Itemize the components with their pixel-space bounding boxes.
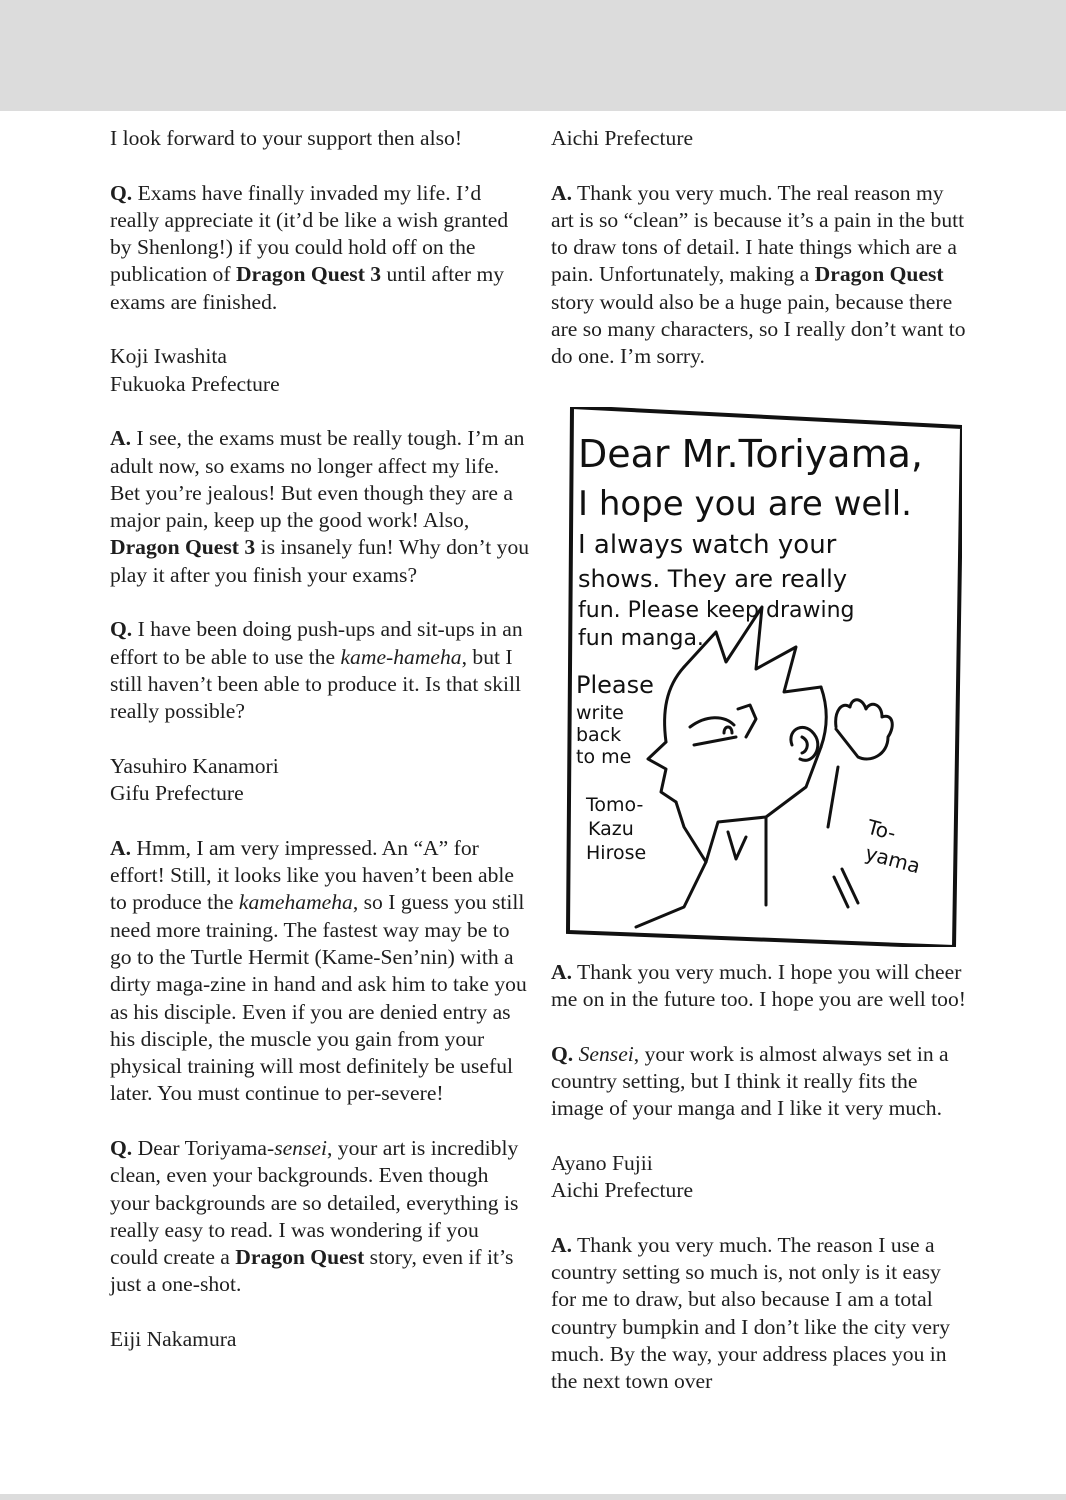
a-label: A. xyxy=(110,835,131,860)
bottom-gray-band xyxy=(0,1494,1066,1500)
letter-line: I always watch your xyxy=(578,529,837,560)
a-label: A. xyxy=(551,959,572,984)
reader-name: Eiji Nakamura xyxy=(110,1327,237,1352)
answer-exams: A. I see, the exams must be really tough. I’m an adult now, so exams no longer affect my life. Bet you’re jealous! But even though they are a major pain, keep up the good work! Also, Dragon Quest 3 is insanely fun! Why don’t you play it after you finish your exams? xyxy=(110,426,530,587)
question-country-setting: Q. Sensei, your work is almost always set in a country setting, but I think it really fits the image of your manga and I like it very much. xyxy=(551,1041,949,1121)
a-label: A. xyxy=(551,1232,572,1257)
a-label: A. xyxy=(551,180,572,205)
question-clean-art: Q. Dear Toriyama-sensei, your art is incredibly clean, even your backgrounds. Even though your backgrounds are so detailed, everything is really easy to read. I was wondering if you could create a Dragon Quest story, even if it’s just a one-shot. xyxy=(110,1135,519,1297)
top-gray-band xyxy=(0,0,1066,111)
signature-line: Kazu xyxy=(588,817,634,840)
right-column xyxy=(551,125,971,1395)
character-label-line: To- xyxy=(864,814,899,845)
reader-prefecture: Aichi Prefecture xyxy=(551,1178,694,1203)
left-column xyxy=(110,125,530,1353)
reader-name: Yasuhiro Kanamori xyxy=(110,753,279,778)
letter-line: I hope you are well. xyxy=(578,483,912,524)
answer-fan-letter: A. Thank you very much. I hope you will cheer me on in the future too. I hope you are well too! xyxy=(551,959,966,1011)
reader-prefecture: Fukuoka Prefecture xyxy=(110,371,280,396)
q-label: Q. xyxy=(110,180,133,205)
letter-line: fun manga. xyxy=(578,625,704,651)
fan-letter-drawing xyxy=(566,407,962,947)
reader-prefecture: Aichi Prefecture xyxy=(551,126,694,150)
side-note-line: Please xyxy=(576,670,654,699)
character-label-line: yama xyxy=(862,840,923,878)
title-dragon-quest: Dragon Quest xyxy=(814,262,944,287)
title-dragon-quest-3: Dragon Quest 3 xyxy=(235,262,382,287)
answer-clean-art: A. Thank you very much. The real reason my art is so “clean” is because it’s a pain in the butt to draw tons of detail. I hate things which are a pain. Unfortunately, making a Dragon Quest story would also be a huge pain, because there are so many characters, so I really don’t want to do one. I’m sorry. xyxy=(551,180,966,369)
reader-prefecture: Gifu Prefecture xyxy=(110,781,244,806)
title-dragon-quest-3: Dragon Quest 3 xyxy=(110,535,256,560)
side-note-line: back xyxy=(576,723,622,746)
q-label: Q. xyxy=(551,1041,574,1066)
reader-name: Ayano Fujii xyxy=(551,1150,653,1175)
signature-line: Tomo- xyxy=(586,793,644,816)
letter-line: fun. Please keep drawing xyxy=(578,597,855,623)
question-kamehameha: Q. I have been doing push-ups and sit-ups in an effort to be able to use the kame-hameha, but I still haven’t been able to produce it. Is that skill really possible? xyxy=(110,617,523,724)
answer-continuation: I look forward to your support then also! xyxy=(110,126,463,150)
signature-line: Hirose xyxy=(586,841,647,864)
question-exams: Q. Exams have finally invaded my life. I’d really appreciate it (it’d be like a wish granted by Shenlong!) if you could hold off on the publication of Dragon Quest 3 until after my exams are finished. xyxy=(110,180,509,314)
q-label: Q. xyxy=(110,617,133,642)
a-label: A. xyxy=(110,426,131,451)
side-note-line: to me xyxy=(576,745,632,768)
letter-line: shows. They are really xyxy=(578,564,848,593)
title-dragon-quest: Dragon Quest xyxy=(235,1245,365,1270)
letter-line: Dear Mr.Toriyama, xyxy=(578,431,923,476)
answer-kamehameha: A. Hmm, I am very impressed. An “A” for effort! Still, it looks like you haven’t been able to produce the kamehameha, so I guess you still need more training. The fastest way may be to go to the Turtle Hermit (Kame-Sen’nin) with a dirty maga-zine in hand and ask him to take you as his disciple. Even if you are denied entry as his disciple, the muscle you gain from your physical training will most definitely be useful later. You must continue to per-severe! xyxy=(110,835,527,1106)
q-label: Q. xyxy=(110,1135,133,1160)
reader-name: Koji Iwashita xyxy=(110,344,227,369)
side-note-line: write xyxy=(576,701,624,724)
answer-country-setting: A. Thank you very much. The reason I use a country setting so much is, not only is it easy for me to draw, but also because I am a total country bumpkin and I don’t like the city very much. By the way, your address places you in the next town over xyxy=(551,1232,950,1394)
